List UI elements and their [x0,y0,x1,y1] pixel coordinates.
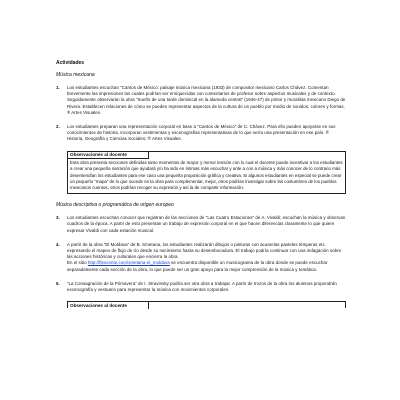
musicogram-link[interactable]: http://flexcente.com/smetana-el_moldava [87,260,170,266]
page-heading: Actividades [56,60,85,66]
item-number: 2. [56,124,60,130]
item-text-main: A partir de la obra “El Moldava” de B. Smetana, los estudiantes realizarán dibujos o pinturas con acuarelas pasteles témperas etc. expresando el mapeo de flujo de río desde su nacimiento hasta su desembocadura. El trabajo podría continuar con una indagación sobre las acciones históricas y culturales que encierra la obra. [67,241,342,260]
activity-item [56,85,346,116]
item-text: Los estudiantes escuchan conocer que registran de las secciones de “Las Cuatro Estaciones” de A. Vivaldi; escuchan la música y observan cuadros de la época. A partir de esto presentan un trabajo de expresión corporal en el que hacen diferencias claramente lo que quiere expresar Vivaldi con cada estación musical. [67,215,346,233]
item-text: Los estudiantes preparan una representación corporal en base a “Cantos de México” de C. Chávez. Para ello pueden apoyarse en sus conocimientos de historia, incorporan vestimentas y escenografías representativas de lo que sería una presentación en ese país. ® Historia, Geografía y Ciencias Sociales; ® Artes Visuales. [67,124,336,142]
activity-item [56,242,346,273]
section-title-mexican-music: Música mexicana [56,72,95,78]
teacher-notes-box [67,151,346,195]
teacher-notes-box-2 [67,301,346,308]
teacher-notes-title-2: Observaciones al docente [68,302,149,309]
teacher-notes-body: Esta obra presenta secciones definidas tanto momentos de mayor y menor tensión con lo cual el docente puede incentivar a los estudiantes a crear una pequeña narración que ayudará y/o ha sido en íntimas más escuchar y ante a con a música y más conocer de lo contrario más desentendían los estudiantes para ese caso una pequeña proposición gráfica y creativa. Si algunos estudiantes en especial se puede crear un pequeño “mapa” de lo que sucede en la obra para complementar, mejor, otros podrían investigar sobre las costumbres de los pueblos mexicanos cuentos, otros podrían recoger su expresión y así la de compartir información. [70,160,343,191]
item-number: 4. [56,241,60,247]
activity-item [56,124,346,143]
item-text: “La Consagración de la Primavera” de I. Stravinsky podría ser otra obra a trabajar. A partir de trozos de la obra los alumnos propondrán escenografía y vestuario para representar la música con movimientos corporales. [67,280,337,293]
link-suffix: se encuentra disponible un musicograma de la obra donde se puede escuchar separadamente cada sección de la obra, lo que puede ser un gran apoyo para la mejor comprensión de la música y temática. [67,260,328,272]
item-text: Los estudiantes escuchan “Cantos de México: paisaje música mexicana (1933) de compositor mexicano Carlos Chávez. Comentan brevemente las impresiones las cuales podrían ser enriquecidas con comentarios de profesor sobre aspectos musicales y de contexto. Seguidamente observarán la obra “Sueño de una tarde dominical en la alameda central” (1946-47) de pintor y muralista mexicano Diego de Rivera. Establecen relaciones de cómo se pueden representar aspectos de la cultura de un pueblo por medio de sonidos, colores y formas. ® Artes Visuales. [67,85,346,115]
activity-item [56,281,346,293]
link-prefix: En el sitio [67,260,88,266]
document-page [56,60,346,308]
item-number: 3. [56,215,60,221]
item-number: 1. [56,85,60,90]
item-number: 5. [56,280,60,286]
item-text [67,242,346,273]
activity-item [56,215,346,234]
section-title-european-music: Música descriptiva o programática de origen europeo [56,202,174,209]
teacher-notes-title: Observaciones al docente [68,152,149,160]
